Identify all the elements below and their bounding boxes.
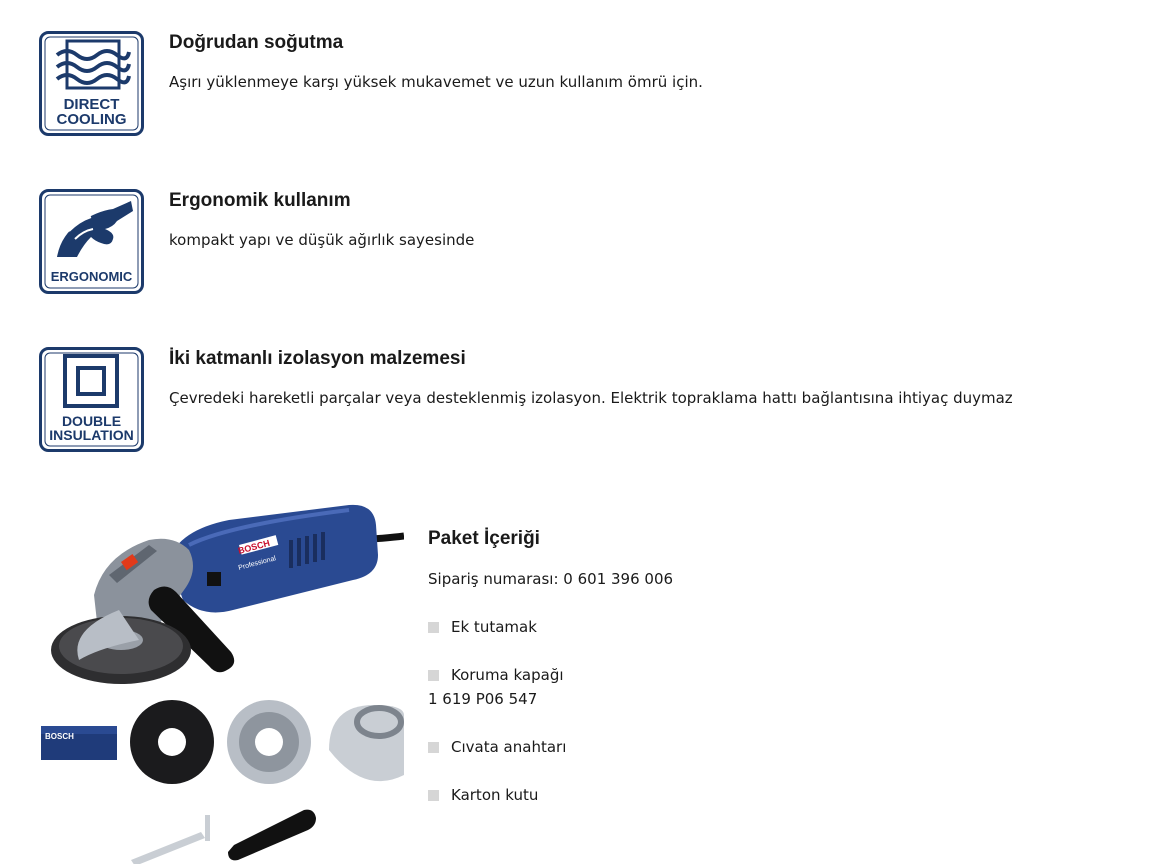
feature-direct-cooling <box>39 31 1139 136</box>
bullet-icon <box>428 670 439 681</box>
feature-title: İki katmanlı izolasyon malzemesi <box>169 348 466 369</box>
package-title: Paket İçeriği <box>428 528 540 549</box>
list-item <box>428 738 566 756</box>
direct-cooling-icon <box>39 31 144 136</box>
brand-label: BOSCH <box>236 537 271 556</box>
feature-description: Aşırı yüklenmeye karşı yüksek mukavemet ve uzun kullanım ömrü için. <box>169 73 703 91</box>
model-label: Professional <box>237 555 277 572</box>
bullet-icon <box>428 790 439 801</box>
bullet-icon <box>428 742 439 753</box>
list-item <box>428 786 538 804</box>
feature-description: kompakt yapı ve düşük ağırlık sayesinde <box>169 231 475 249</box>
icon-text-line-2: COOLING <box>56 111 127 128</box>
item-label: Koruma kapağı <box>451 666 564 684</box>
order-number: Sipariş numarası: 0 601 396 006 <box>428 570 674 588</box>
angle-grinder-illustration <box>39 500 404 864</box>
ergonomic-icon <box>39 189 144 294</box>
item-label: Ek tutamak <box>451 618 537 636</box>
icon-text-line-1: ERGONOMIC <box>50 269 133 284</box>
feature-double-insulation <box>39 347 1139 452</box>
list-item <box>428 618 537 636</box>
double-insulation-icon <box>39 347 144 452</box>
icon-text-line-2: INSULATION <box>49 427 134 443</box>
feature-ergonomic <box>39 189 1139 294</box>
icon-text-line-1: DIRECT <box>63 96 120 113</box>
item-part-number: 1 619 P06 547 <box>428 690 538 708</box>
feature-title: Ergonomik kullanım <box>169 190 351 211</box>
list-item <box>428 666 564 684</box>
feature-title: Doğrudan soğutma <box>169 32 344 53</box>
item-label: Cıvata anahtarı <box>451 738 567 756</box>
box-brand-label: BOSCH <box>45 732 74 741</box>
item-label: Karton kutu <box>451 786 539 804</box>
product-image <box>39 500 404 864</box>
icon-text-line-1: DOUBLE <box>61 413 122 429</box>
bullet-icon <box>428 622 439 633</box>
feature-description: Çevredeki hareketli parçalar veya desteklenmiş izolasyon. Elektrik topraklama hattı bağlantısına ihtiyaç duymaz <box>169 389 1013 407</box>
package-contents <box>428 528 1028 804</box>
